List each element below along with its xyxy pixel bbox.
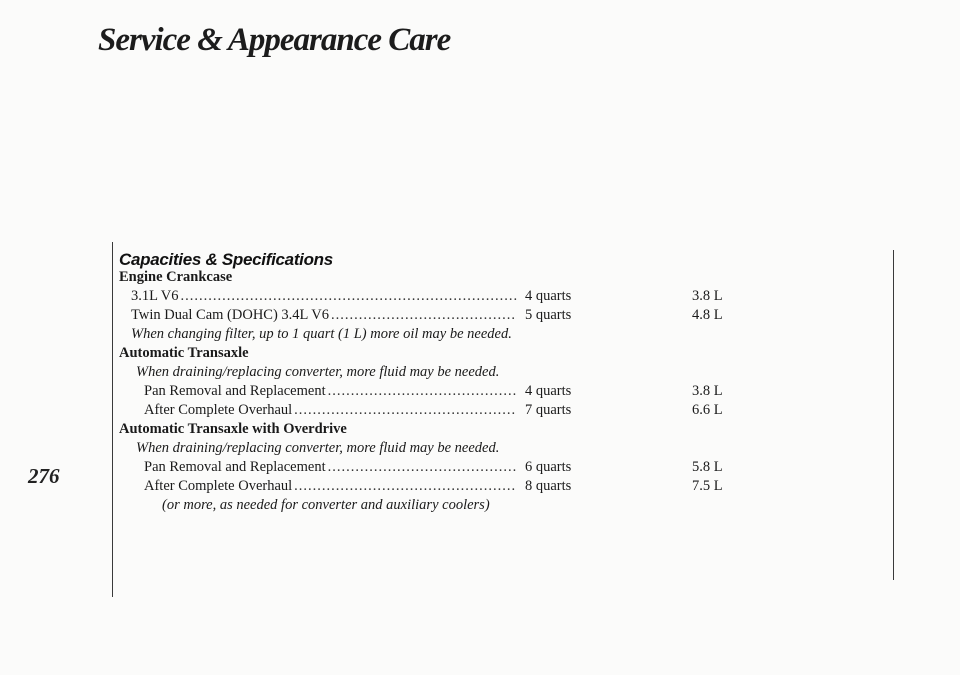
- spec-label: Pan Removal and Replacement: [144, 459, 326, 475]
- overdrive-footnote: (or more, as needed for converter and auxiliary coolers): [162, 497, 490, 513]
- spec-quarts: 4 quarts: [525, 383, 572, 399]
- dot-leader: [328, 458, 517, 477]
- spec-label: Twin Dual Cam (DOHC) 3.4L V6: [131, 307, 329, 323]
- spec-label: Pan Removal and Replacement: [144, 383, 326, 399]
- spec-liters: 5.8 L: [692, 459, 723, 475]
- dot-leader: [328, 382, 517, 401]
- spec-liters: 4.8 L: [692, 307, 723, 323]
- spec-liters: 6.6 L: [692, 402, 723, 418]
- engine-crankcase-heading: Engine Crankcase: [119, 269, 233, 285]
- spec-liters: 7.5 L: [692, 478, 723, 494]
- spec-quarts: 6 quarts: [525, 459, 572, 475]
- spec-row: [144, 382, 519, 401]
- automatic-transaxle-overdrive-note: When draining/replacing converter, more fluid may be needed.: [136, 440, 500, 456]
- page-number: 276: [28, 464, 60, 488]
- automatic-transaxle-note: When draining/replacing converter, more fluid may be needed.: [136, 364, 500, 380]
- dot-leader: [181, 287, 517, 306]
- automatic-transaxle-overdrive-heading: Automatic Transaxle with Overdrive: [119, 421, 347, 437]
- dot-leader: [331, 306, 517, 325]
- spec-liters: 3.8 L: [692, 288, 723, 304]
- spec-row: [131, 287, 519, 306]
- chapter-title: Service & Appearance Care: [98, 22, 451, 58]
- spec-label: After Complete Overhaul: [144, 478, 293, 494]
- dot-leader: [294, 401, 517, 420]
- spec-liters: 3.8 L: [692, 383, 723, 399]
- spec-quarts: 8 quarts: [525, 478, 572, 494]
- spec-row: [144, 401, 519, 420]
- spec-row: [144, 458, 519, 477]
- engine-crankcase-note: When changing filter, up to 1 quart (1 L) more oil may be needed.: [131, 326, 512, 342]
- spec-row: [131, 306, 519, 325]
- section-title: Capacities & Specifications: [119, 250, 333, 269]
- spec-quarts: 5 quarts: [525, 307, 572, 323]
- spec-quarts: 4 quarts: [525, 288, 572, 304]
- spec-label: 3.1L V6: [131, 288, 179, 304]
- automatic-transaxle-heading: Automatic Transaxle: [119, 345, 249, 361]
- spec-quarts: 7 quarts: [525, 402, 572, 418]
- dot-leader: [294, 477, 517, 496]
- spec-label: After Complete Overhaul: [144, 402, 293, 418]
- spec-row: [144, 477, 519, 496]
